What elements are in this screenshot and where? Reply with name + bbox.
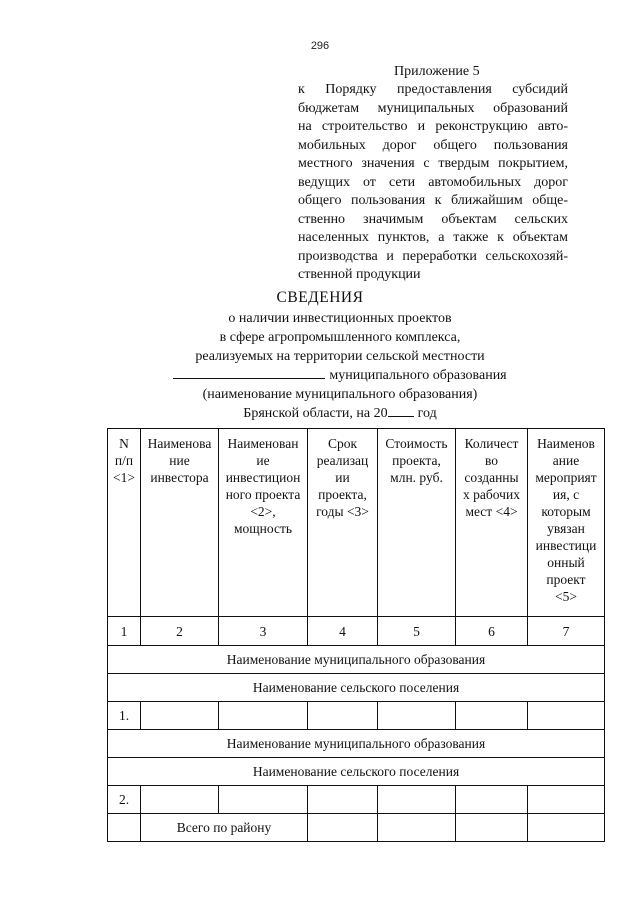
- header-text: ание: [552, 453, 580, 468]
- header-text: ии: [335, 470, 350, 485]
- header-text: ние: [169, 453, 190, 468]
- table-cell: [219, 786, 308, 814]
- table-cell: [308, 702, 378, 730]
- table-cell: [219, 702, 308, 730]
- appendix-line: ведущих от сети автомобильных дорог: [298, 174, 568, 190]
- settlement-row: [108, 674, 605, 702]
- header-text: во: [484, 453, 499, 468]
- appendix-line: к Порядку предоставления субсидий: [298, 82, 568, 97]
- header-text: Наименован: [227, 436, 299, 451]
- table-cell: [308, 814, 378, 842]
- appendix-line: мобильных дорог общего пользования: [298, 137, 568, 153]
- appendix-line: населенных пунктов, а также к объектам: [298, 230, 568, 245]
- table-cell: [308, 786, 378, 814]
- header-text: млн. руб.: [390, 470, 443, 485]
- header-text: п/п: [114, 453, 134, 468]
- row-number: 1.: [108, 702, 141, 730]
- subtitle-line: о наличии инвестиционных проектов: [228, 311, 452, 326]
- column-number-row: [108, 617, 605, 646]
- table-header-row: [108, 429, 605, 617]
- header-text: реализац: [316, 453, 369, 468]
- column-number: 3: [219, 617, 308, 646]
- header-text: созданны: [464, 470, 519, 485]
- header-text: проект: [546, 572, 586, 587]
- header-text: <5>: [555, 589, 577, 604]
- total-label: Всего по району: [141, 814, 308, 842]
- table-cell: [456, 702, 528, 730]
- row-number: 2.: [108, 786, 141, 814]
- table-cell: [378, 814, 456, 842]
- header-text: годы <3>: [316, 504, 369, 519]
- subtitle-line: реализуемых на территории сельской местности: [195, 349, 485, 364]
- year-suffix: год: [417, 406, 437, 421]
- column-number: 1: [108, 617, 141, 646]
- appendix-line: производства и переработки сельскохозяй-: [298, 248, 568, 264]
- appendix-line: на строительство и реконструкцию авто-: [298, 119, 568, 134]
- table-cell: [141, 702, 219, 730]
- municipality-row: [108, 646, 605, 674]
- header-text: ие: [256, 453, 270, 468]
- subtitle-line-suffix: муниципального образования: [329, 368, 507, 383]
- investment-table-wrapper: [107, 428, 604, 842]
- header-text: Стоимость: [385, 436, 448, 451]
- header-text: Наименов: [537, 436, 595, 451]
- header-text: <2>,: [250, 504, 276, 519]
- header-text: инвестора: [150, 470, 209, 485]
- header-linked-measure: [528, 429, 605, 617]
- subtitle-line: в сфере агропромышленного комплекса,: [219, 330, 461, 345]
- settlement-label: Наименование сельского поселения: [108, 758, 605, 786]
- document-title: СВЕДЕНИЯ: [276, 289, 364, 306]
- table-cell: [141, 786, 219, 814]
- total-row: [108, 814, 605, 842]
- appendix-line: ственной продукции: [298, 267, 421, 282]
- investment-projects-table: [107, 428, 605, 842]
- table-row: [108, 786, 605, 814]
- settlement-label: Наименование сельского поселения: [108, 674, 605, 702]
- header-project-name: [219, 429, 308, 617]
- header-text: Количест: [464, 436, 519, 451]
- column-number: 7: [528, 617, 605, 646]
- municipality-label: Наименование муниципального образования: [108, 646, 605, 674]
- appendix-line: ственно значимым объектам сельских: [298, 211, 568, 227]
- column-number: 5: [378, 617, 456, 646]
- table-cell: [528, 814, 605, 842]
- header-text: Наименова: [147, 436, 212, 451]
- year-prefix: Брянской области, на 20: [243, 406, 388, 421]
- table-cell: [456, 786, 528, 814]
- table-cell: [378, 702, 456, 730]
- blank-municipality-field: [173, 366, 325, 379]
- header-text: проекта,: [318, 487, 367, 502]
- column-number: 4: [308, 617, 378, 646]
- subtitle-line: [160, 404, 520, 423]
- table-cell: [456, 814, 528, 842]
- appendix-line: бюджетам муниципальных образований: [298, 100, 568, 116]
- header-text: мощность: [233, 521, 293, 536]
- appendix-title: Приложение 5: [394, 64, 480, 79]
- table-cell: [528, 702, 605, 730]
- header-text: мероприят: [535, 470, 597, 485]
- header-text: инвестицион: [225, 470, 301, 485]
- header-text: проекта,: [392, 453, 441, 468]
- header-text: ного проекта: [225, 487, 301, 502]
- appendix-body: [298, 81, 568, 285]
- table-cell: [528, 786, 605, 814]
- header-text: увязан: [547, 521, 585, 536]
- municipality-row: [108, 730, 605, 758]
- settlement-row: [108, 758, 605, 786]
- header-text: <1>: [113, 470, 135, 485]
- table-cell: [378, 786, 456, 814]
- page-number: 296: [310, 40, 330, 52]
- blank-year-field: [388, 404, 414, 417]
- appendix-line: местного значения с твердым покрытием,: [298, 156, 568, 171]
- appendix-line: общего пользования к ближайшим обще-: [298, 193, 568, 208]
- header-text: N: [119, 436, 129, 451]
- header-term: [308, 429, 378, 617]
- municipality-label: Наименование муниципального образования: [108, 730, 605, 758]
- header-text: которым: [541, 504, 591, 519]
- header-text: Срок: [327, 436, 358, 451]
- header-investor: [141, 429, 219, 617]
- header-text: х рабочих: [463, 487, 520, 502]
- table-cell: [108, 814, 141, 842]
- header-jobs: [456, 429, 528, 617]
- header-text: ия, с: [552, 487, 580, 502]
- subtitle-line: (наименование муниципального образования): [202, 387, 478, 402]
- document-subtitle: [160, 309, 520, 423]
- header-text: мест <4>: [465, 504, 518, 519]
- header-text: онный: [547, 555, 585, 570]
- column-number: 2: [141, 617, 219, 646]
- header-cost: [378, 429, 456, 617]
- header-text: инвестици: [535, 538, 597, 553]
- subtitle-line: [160, 366, 520, 385]
- table-row: [108, 702, 605, 730]
- header-number: [108, 429, 141, 617]
- column-number: 6: [456, 617, 528, 646]
